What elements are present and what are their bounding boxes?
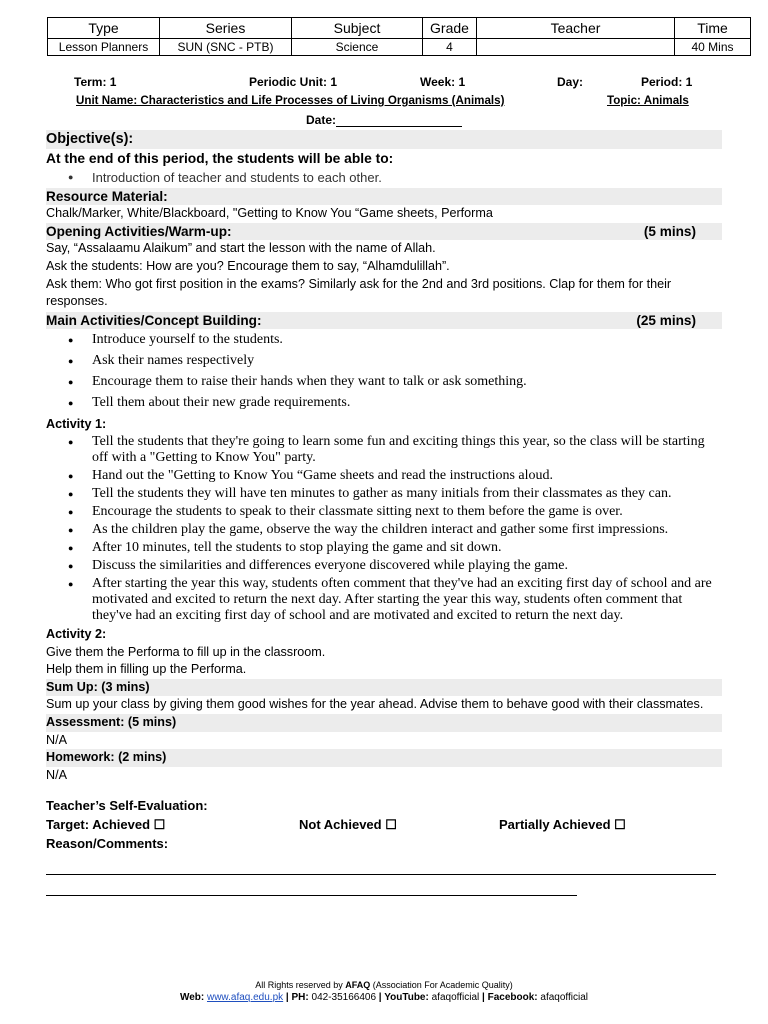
lesson-info-table <box>47 17 751 56</box>
list-item: ● Discuss the similarities and differences everyone discovered while playing the game. <box>92 558 722 574</box>
teacher-value <box>477 39 675 56</box>
self-evaluation-heading: Teacher’s Self-Evaluation: <box>46 798 208 814</box>
col-time-header: Time <box>675 18 751 39</box>
sumup-text: Sum up your class by giving them good wishes for the year ahead. Advise them to behave good with their classmates. <box>46 697 704 712</box>
lesson-info-value-row <box>48 39 751 56</box>
org-name: AFAQ <box>345 980 371 990</box>
objectives-intro: At the end of this period, the students will be able to: <box>46 151 394 166</box>
target-achieved-option[interactable]: Target: Achieved ☐ <box>46 817 166 833</box>
col-subject-header: Subject <box>292 18 423 39</box>
facebook-value: afaqofficial <box>540 992 589 1003</box>
type-value: Lesson Planners <box>48 39 160 56</box>
homework-text: N/A <box>46 767 67 782</box>
list-item: ● Introduce yourself to the students. <box>92 332 722 348</box>
opening-line-3: Ask them: Who got first position in the exams? Similarly ask for the 2nd and 3rd positions. Clap for them for their responses. <box>46 276 672 309</box>
list-item: ● Ask their names respectively <box>92 353 722 369</box>
list-item: ● Introduction of teacher and students to each other. <box>92 169 722 187</box>
col-type-header: Type <box>48 18 160 39</box>
partially-achieved-option[interactable]: Partially Achieved ☐ <box>499 817 626 833</box>
list-item: ● Tell the students that they're going to learn some fun and exciting things this year, so the class will be starting off with a "Getting to Know You" party. <box>92 434 722 466</box>
rights-prefix: All Rights reserved by <box>255 980 346 990</box>
youtube-value: afaqofficial <box>431 992 480 1003</box>
unit-name: Unit Name: Characteristics and Life Processes of Living Organisms (Animals) <box>76 94 505 107</box>
objectives-heading-text: Objective(s): <box>46 131 134 147</box>
topic-label: Topic: Animals <box>607 94 689 107</box>
date-label: Date: <box>306 113 337 127</box>
main-activities-list <box>46 332 722 411</box>
activity1-heading: Activity 1: <box>46 417 107 432</box>
footer-rights <box>0 980 768 990</box>
web-label: Web: <box>179 992 207 1003</box>
col-grade-header: Grade <box>423 18 477 39</box>
date-blank-line <box>336 114 462 127</box>
grade-value: 4 <box>423 39 477 56</box>
phone-value: 042-35166406 <box>311 992 377 1003</box>
activity2-line-1: Give them the Performa to fill up in the classroom. <box>46 644 326 659</box>
list-item: ● Tell them about their new grade requirements. <box>92 395 722 411</box>
opening-heading <box>46 223 722 241</box>
assessment-heading: Assessment: (5 mins) <box>46 714 722 732</box>
facebook-label: | Facebook: <box>479 992 541 1003</box>
col-series-header: Series <box>160 18 292 39</box>
series-value: SUN (SNC - PTB) <box>160 39 292 56</box>
phone-label: | PH: <box>283 992 312 1003</box>
opening-time: (5 mins) <box>643 223 696 239</box>
subject-value: Science <box>292 39 423 56</box>
list-item: ● Encourage the students to speak to their classmate sitting next to them before the game is over. <box>92 504 722 520</box>
activity2-line-2: Help them in filling up the Performa. <box>46 662 247 677</box>
objectives-heading <box>46 130 722 149</box>
activity2-heading: Activity 2: <box>46 626 107 641</box>
resources-text: Chalk/Marker, White/Blackboard, "Getting to Know You “Game sheets, Performa <box>46 206 493 221</box>
objectives-list <box>46 169 722 187</box>
comments-line-2[interactable] <box>46 894 577 896</box>
homework-heading: Homework: (2 mins) <box>46 749 722 767</box>
reason-comments-label: Reason/Comments: <box>46 836 169 852</box>
activity1-list <box>46 434 722 624</box>
lesson-info-header-row <box>48 18 751 39</box>
org-full-name: (Association For Academic Quality) <box>370 980 513 990</box>
term-label: Term: 1 <box>74 75 117 89</box>
assessment-text: N/A <box>46 732 67 747</box>
main-heading-text: Main Activities/Concept Building: <box>46 312 262 328</box>
not-achieved-option[interactable]: Not Achieved ☐ <box>299 817 397 833</box>
website-link[interactable]: www.afaq.edu.pk <box>206 992 284 1003</box>
opening-line-1: Say, “Assalaamu Alaikum” and start the lesson with the name of Allah. <box>46 241 436 256</box>
list-item: ● As the children play the game, observe the way the children interact and gather some first impressions. <box>92 522 722 538</box>
period-label: Period: 1 <box>641 75 693 89</box>
list-item: ● Tell the students they will have ten minutes to gather as many initials from their classmates as they can. <box>92 486 722 502</box>
footer-contacts <box>0 992 768 1003</box>
youtube-label: | YouTube: <box>376 992 432 1003</box>
opening-line-2: Ask the students: How are you? Encourage them to say, “Alhamdulillah”. <box>46 258 450 273</box>
list-item: ● After 10 minutes, tell the students to stop playing the game and sit down. <box>92 540 722 556</box>
week-label: Week: 1 <box>420 75 466 89</box>
footer <box>0 980 768 1003</box>
date-field <box>306 113 462 127</box>
resources-heading-text: Resource Material: <box>46 188 168 204</box>
list-item: ● After starting the year this way, students often comment that they've had an exciting first day of school and are motivated and excited to return the next day. After starting the year this way, students often comment that they've had an exciting first day of school and are motivated and excited to return the next day. <box>92 576 722 624</box>
lesson-content <box>46 130 722 896</box>
list-item: ● Encourage them to raise their hands when they want to talk or ask something. <box>92 374 722 390</box>
opening-heading-text: Opening Activities/Warm-up: <box>46 223 232 239</box>
time-value: 40 Mins <box>675 39 751 56</box>
resources-heading <box>46 188 722 206</box>
day-label: Day: <box>557 75 584 89</box>
col-teacher-header: Teacher <box>477 18 675 39</box>
main-heading <box>46 312 722 330</box>
comments-line-1[interactable] <box>46 873 716 875</box>
periodic-unit-label: Periodic Unit: 1 <box>249 75 338 89</box>
self-evaluation-row <box>46 815 722 834</box>
sumup-heading: Sum Up: (3 mins) <box>46 679 722 697</box>
list-item: ● Hand out the "Getting to Know You “Game sheets and read the instructions aloud. <box>92 468 722 484</box>
main-time: (25 mins) <box>636 312 696 328</box>
